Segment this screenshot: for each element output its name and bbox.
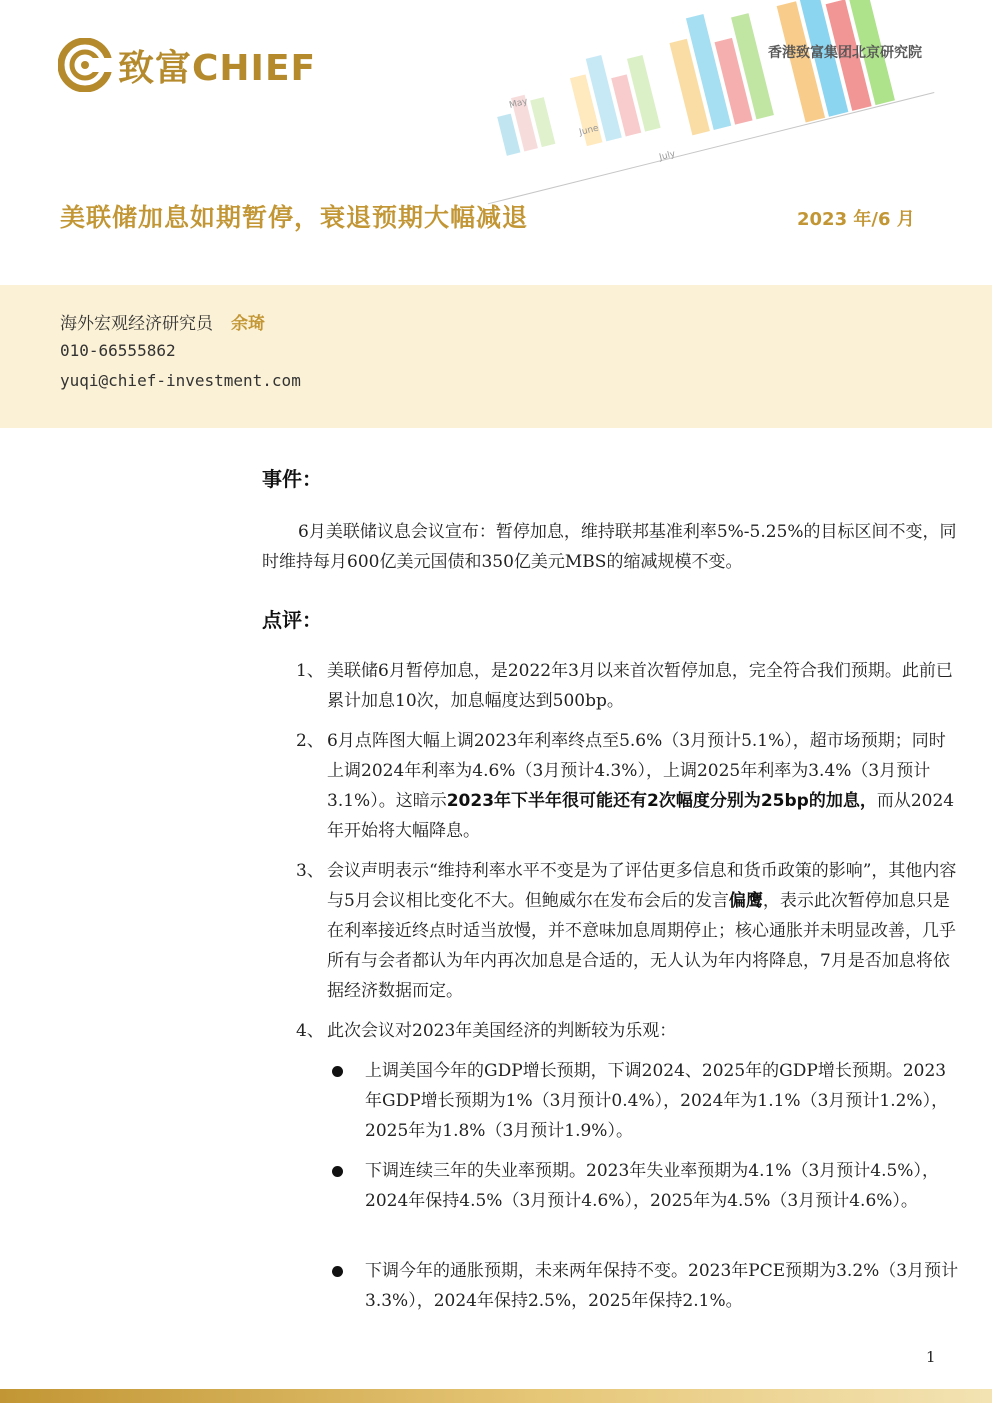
footer-bar — [0, 1389, 992, 1403]
logo-text: 致富CHIEF — [118, 47, 317, 89]
item-text: 6月点阵图大幅上调2023年利率终点至5.6%（3月预计5.1%），超市场预期；同时上调2024年利率为4.6%（3月预计4.3%），上调2025年利率为3.4%（3月预计3.1%）。这暗示 — [327, 731, 946, 811]
bullet-text: 下调今年的通胀预期，未来两年保持不变。2023年PCE预期为3.2%（3月预计3.3%），2024年保持2.5%，2025年保持2.1%。 — [365, 1261, 959, 1311]
event-paragraph: 6月美联储议息会议宣布：暂停加息，维持联邦基准利率5%-5.25%的目标区间不变，同时维持每月600亿美元国债和350亿美元MBS的缩减规模不变。 — [262, 522, 957, 572]
author-email[interactable]: yuqi@chief-investment.com — [60, 371, 301, 390]
bullet-item — [330, 1256, 962, 1316]
bullet-dot-icon — [332, 1066, 343, 1077]
item-text: ，表示此次暂停加息只是在利率接近终点时适当放慢，并不意味加息周期停止；核心通胀并未明显改善，几乎所有与会者都认为年内再次加息是合适的，无人认为年内将降息，7月是否加息将依据经济数据而定。 — [327, 891, 956, 1001]
review-item — [296, 1016, 962, 1046]
item-text: 此次会议对2023年美国经济的判断较为乐观： — [327, 1021, 677, 1041]
page-number: 1 — [926, 1348, 936, 1366]
item-bold-text: 2023年下半年很可能还有2次幅度分别为25bp的加息， — [446, 791, 877, 811]
deco-label-may: May — [508, 96, 529, 111]
bullet-text: 下调连续三年的失业率预期。2023年失业率预期为4.1%（3月预计4.5%），2024年保持4.5%（3月预计4.6%），2025年为4.5%（3月预计4.6%）。 — [365, 1161, 939, 1211]
author-role: 海外宏观经济研究员 — [60, 314, 213, 334]
event-heading: 事件： — [262, 467, 322, 491]
item-number: 1、 — [296, 661, 324, 681]
review-item — [296, 656, 962, 716]
review-item — [296, 726, 962, 846]
company-logo — [58, 38, 316, 92]
report-title: 美联储加息如期暂停，衰退预期大幅减退 — [60, 203, 529, 232]
item-number: 4、 — [296, 1021, 324, 1041]
organization-name: 香港致富集团北京研究院 — [768, 45, 922, 61]
item-bold-text: 偏鹰 — [728, 891, 763, 911]
review-item — [296, 856, 962, 1006]
item-text: 而从2024年开始将大幅降息。 — [327, 791, 955, 841]
item-text: 会议声明表示“维持利率水平不变是为了评估更多信息和货币政策的影响”，其他内容与5月会议相比变化不大。但鲍威尔在发布会后的发言 — [327, 861, 957, 911]
bullet-item — [330, 1156, 962, 1216]
author-phone: 010-66555862 — [60, 341, 176, 360]
author-role-line — [60, 309, 265, 334]
bullet-dot-icon — [332, 1166, 343, 1177]
item-text: 美联储6月暂停加息，是2022年3月以来首次暂停加息，完全符合我们预期。此前已累计加息10次，加息幅度达到500bp。 — [327, 661, 953, 711]
chief-logo-icon — [58, 38, 112, 92]
report-header — [0, 0, 992, 285]
bullet-item — [330, 1056, 962, 1146]
item-number: 2、 — [296, 731, 324, 751]
deco-label-july: July — [658, 149, 677, 163]
decorative-bar-chart — [430, 0, 950, 210]
item-number: 3、 — [296, 861, 324, 881]
deco-label-june: June — [578, 123, 600, 138]
author-name: 余琦 — [231, 314, 265, 334]
bullet-text: 上调美国今年的GDP增长预期，下调2024、2025年的GDP增长预期。2023年GDP增长预期为1%（3月预计0.4%），2024年为1.1%（3月预计1.2%），2025年为1.8%（3月预计1.9%）。 — [365, 1061, 949, 1141]
report-date: 2023 年/6 月 — [797, 209, 915, 230]
review-heading: 点评： — [262, 608, 322, 632]
bullet-dot-icon — [332, 1266, 343, 1277]
author-info-band — [0, 285, 992, 428]
